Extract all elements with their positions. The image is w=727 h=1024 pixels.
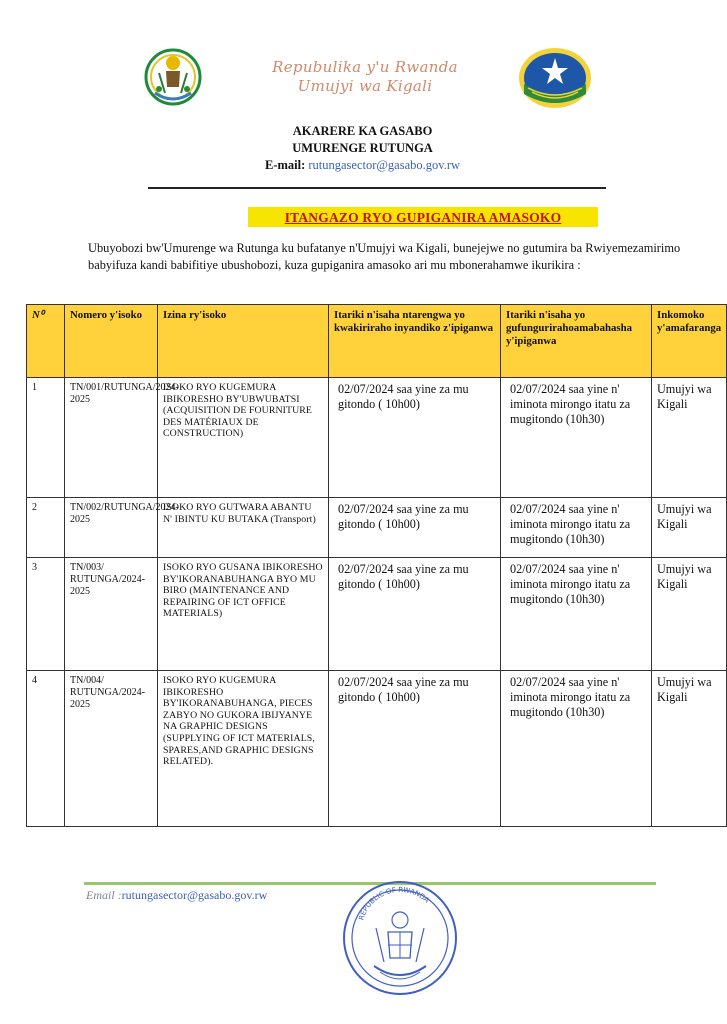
- header-email: [0, 158, 725, 173]
- funding-source: Umujyi wa Kigali: [652, 378, 727, 498]
- footer-email: [86, 888, 267, 903]
- announcement-title: ITANGAZO RYO GUPIGANIRA AMASOKO: [248, 207, 598, 227]
- submission-deadline: 02/07/2024 saa yine za mu gitondo ( 10h00): [329, 558, 501, 671]
- opening-date: 02/07/2024 saa yine n' iminota mirongo itatu za mugitondo (10h30): [501, 671, 652, 827]
- col-header-funding-source: Inkomoko y'amafaranga: [652, 305, 727, 378]
- stamp-text: REPUBLIC OF RWANDA: [357, 885, 431, 922]
- email-label: E-mail:: [264, 158, 306, 172]
- row-number: 2: [27, 498, 65, 558]
- tender-name: ISOKO RYO GUSANA IBIKORESHO BY'IKORANABUHANGA BYO MU BIRO (MAINTENANCE AND REPAIRING OF ICT OFFICE MATERIALS): [158, 558, 329, 671]
- footer-email-link[interactable]: rutungasector@gasabo.gov.rw: [121, 888, 268, 902]
- header-divider: [148, 187, 606, 189]
- sector-name: UMURENGE RUTUNGA: [292, 141, 433, 155]
- official-stamp-icon: [340, 868, 460, 1008]
- col-header-submission-deadline: Itariki n'isaha ntarengwa yo kwakiriraho inyandiko z'ipiganwa: [329, 305, 501, 378]
- col-header-tender-name: Izina ry'isoko: [158, 305, 329, 378]
- opening-date: 02/07/2024 saa yine n' iminota mirongo itatu za mugitondo (10h30): [501, 498, 652, 558]
- tender-reference: TN/001/RUTUNGA/2024-2025: [65, 378, 158, 498]
- opening-date: 02/07/2024 saa yine n' iminota mirongo itatu za mugitondo (10h30): [501, 558, 652, 671]
- table-row: [27, 378, 727, 498]
- republic-heading: [210, 58, 520, 96]
- email-link[interactable]: rutungasector@gasabo.gov.rw: [308, 158, 461, 172]
- tenders-table: [26, 304, 727, 827]
- tender-reference: TN/004/ RUTUNGA/2024-2025: [65, 671, 158, 827]
- city-of-kigali-logo-icon: [512, 44, 598, 112]
- district-name: AKARERE KA GASABO: [292, 124, 433, 138]
- funding-source: Umujyi wa Kigali: [652, 671, 727, 827]
- funding-source: Umujyi wa Kigali: [652, 498, 727, 558]
- table-row: [27, 671, 727, 827]
- rwanda-coat-of-arms-icon: [135, 47, 211, 109]
- intro-paragraph: Ubuyobozi bw'Umurenge wa Rutunga ku bufatanye n'Umujyi wa Kigali, bunejejwe no gutumira ba Rwiyemezamirimo babyifuza kandi babifitiye ubushobozi, kuza gupiganira amasoko ari mu mbonerahamwe ikurikira :: [88, 241, 681, 272]
- row-number: 3: [27, 558, 65, 671]
- tender-reference: TN/002/RUTUNGA/2024-2025: [65, 498, 158, 558]
- tender-reference: TN/003/ RUTUNGA/2024-2025: [65, 558, 158, 671]
- tender-name: ISOKO RYO KUGEMURA IBIKORESHO BY'UBWUBATSI (ACQUISITION DE FOURNITURE DES MATÉRIAUX DE CONSTRUCTION): [158, 378, 329, 498]
- submission-deadline: 02/07/2024 saa yine za mu gitondo ( 10h00): [329, 378, 501, 498]
- submission-deadline: 02/07/2024 saa yine za mu gitondo ( 10h00): [329, 671, 501, 827]
- funding-source: Umujyi wa Kigali: [652, 558, 727, 671]
- table-row: [27, 498, 727, 558]
- table-row: [27, 558, 727, 671]
- footer-email-label: Email :: [86, 888, 122, 902]
- opening-date: 02/07/2024 saa yine n' iminota mirongo itatu za mugitondo (10h30): [501, 378, 652, 498]
- row-number: 1: [27, 378, 65, 498]
- submission-deadline: 02/07/2024 saa yine za mu gitondo ( 10h00): [329, 498, 501, 558]
- col-header-reference: Nomero y'isoko: [65, 305, 158, 378]
- col-header-opening-date: Itariki n'isaha yo gufungurirahoamabahasha y'ipiganwa: [501, 305, 652, 378]
- tender-name: ISOKO RYO KUGEMURA IBIKORESHO BY'IKORANABUHANGA, PIECES ZABYO NO GUKORA IBIJYANYE NA GRAPHIC DESIGNS (SUPPLYING OF ICT MATERIALS, SPARES,AND GRAPHIC DESIGNS RELATED).: [158, 671, 329, 827]
- tender-name: ISOKO RYO GUTWARA ABANTU N' IBINTU KU BUTAKA (Transport): [158, 498, 329, 558]
- row-number: 4: [27, 671, 65, 827]
- republic-line: Repubulika y'u Rwanda: [272, 58, 458, 76]
- city-line: Umujyi wa Kigali: [297, 77, 433, 95]
- col-header-number: N⁰: [27, 305, 65, 378]
- table-header-row: [27, 305, 727, 378]
